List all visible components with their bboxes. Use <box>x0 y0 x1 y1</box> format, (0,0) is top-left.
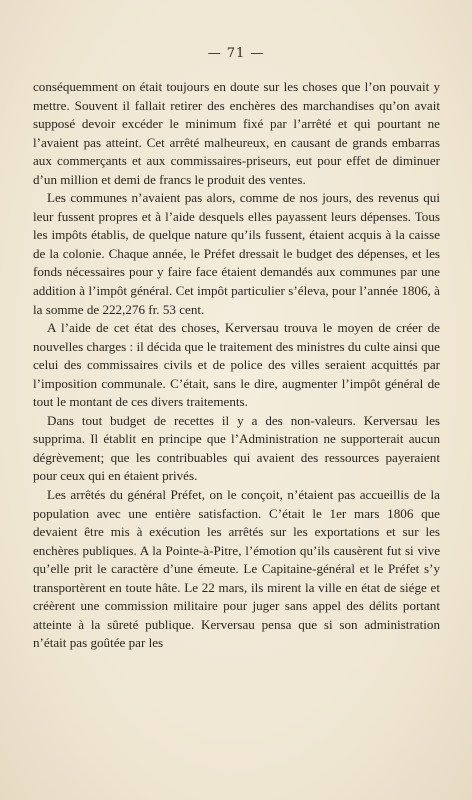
body-text <box>33 78 440 653</box>
paragraph-5: Les arrêtés du général Préfet, on le conçoit, n’étaient pas accueillis de la population avec une entière satisfaction. C’était le 1er mars 1806 que devaient être mis à exécution les arrêtés sur les exportations et sur les enchères publiques. A la Pointe-à-Pitre, l’émotion qu’ils causèrent fut si vive qu’elle prit le caractère d’une émeute. Le Capitaine-général et le Préfet s’y transportèrent en toute hâte. Le 22 mars, ils mirent la ville en état de siége et créèrent une commission militaire pour juger sans appel des délits portant atteinte à la sûreté publique. Kerversau pensa que si son administration n’était pas goûtée par les <box>33 487 440 651</box>
paragraph-1: conséquemment on était toujours en doute sur les choses que l’on pouvait y mettre. Souvent il fallait retirer des enchères des marchandises qu’on avait supposé devoir excéder le minimum fixé par l’arrêté et qui pourtant ne l’avaient pas atteint. Cet arrêté malheureux, en causant de grands embarras aux commerçants et aux commissaires-priseurs, eut pour effet de diminuer d’un million et demi de francs le produit des ventes. <box>33 79 440 187</box>
paragraph-2: Les communes n’avaient pas alors, comme de nos jours, des revenus qui leur fussent propres et à l’aide desquels elles payassent leurs dépenses. Tous les impôts établis, de quelque nature qu’ils fussent, étaient acquis à la caisse de la colonie. Chaque année, le Préfet dressait le budget des dépenses, et les fonds nécessaires pour y faire face étaient demandés aux communes par une addition à l’impôt général. Cet impôt particulier s’éleva, pour l’année 1806, à la somme de 222,276 fr. 53 cent. <box>33 190 440 317</box>
page-number: — 71 — <box>207 46 265 61</box>
paragraph-4: Dans tout budget de recettes il y a des non-valeurs. Kerversau les supprima. Il établit en principe que l’Administration ne supporterait aucun dégrèvement; que les contribuables qui avaient des ressources payeraient pour ceux qui en étaient privés. <box>33 412 440 484</box>
paragraph-3: A l’aide de cet état des choses, Kerversau trouva le moyen de créer de nouvelles charges : il décida que le traitement des ministres du culte ainsi que celui des commissaires civils et de police des villes seraient acquittés par l’imposition communale. C’était, sans le dire, augmenter l’impôt général de tout le montant de ces divers traitements. <box>33 320 440 410</box>
